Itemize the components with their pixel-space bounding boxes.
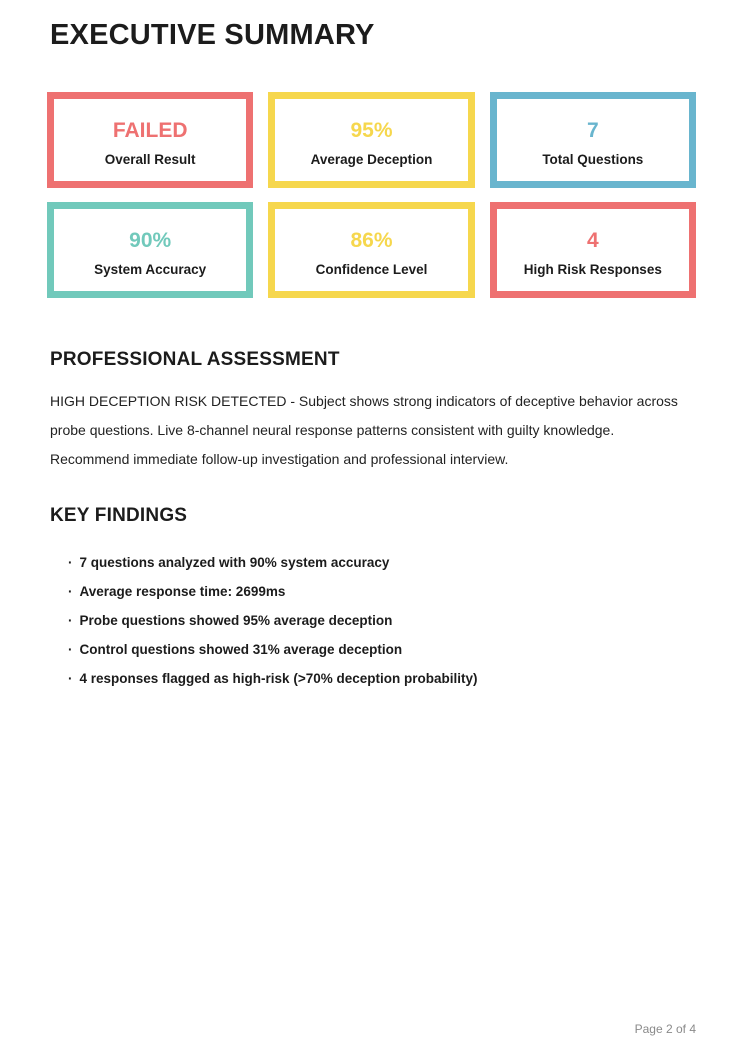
report-page (0, 18, 743, 693)
assessment-heading: PROFESSIONAL ASSESSMENT (50, 349, 340, 370)
metric-value: 4 (586, 229, 599, 252)
metric-card-overall-result (47, 92, 253, 188)
metric-label: Average Deception (310, 152, 433, 167)
metric-card-system-accuracy (47, 202, 253, 298)
assessment-body-text: HIGH DECEPTION RISK DETECTED - Subject shows strong indicators of deceptive behavior across probe questions. Live 8-channel neural response patterns consistent with guilty knowledge. Recommend immediate follow-up investigation and professional interview. (50, 393, 678, 467)
page-number: Page 2 of 4 (634, 1022, 696, 1036)
metric-label: Overall Result (104, 152, 196, 167)
metric-value: 86% (350, 229, 393, 252)
metric-label: System Accuracy (94, 262, 207, 277)
finding-item: · Average response time: 2699ms (68, 577, 696, 606)
metric-value: 95% (350, 119, 393, 142)
metric-value: 7 (586, 119, 599, 142)
metric-label: High Risk Responses (523, 262, 662, 277)
metric-label: Confidence Level (315, 262, 428, 277)
metric-card-total-questions (490, 92, 696, 188)
findings-list (50, 548, 696, 693)
metric-card-average-deception (268, 92, 474, 188)
metrics-grid (47, 92, 696, 298)
metric-label: Total Questions (542, 152, 644, 167)
findings-heading: KEY FINDINGS (50, 505, 188, 526)
metric-value: 90% (129, 229, 172, 252)
metric-value: FAILED (112, 119, 188, 142)
professional-assessment-section (47, 348, 696, 474)
finding-item: · Control questions showed 31% average deception (68, 635, 696, 664)
finding-item: · 4 responses flagged as high-risk (>70% deception probability) (68, 664, 696, 693)
page-title: EXECUTIVE SUMMARY (50, 19, 375, 51)
finding-item: · Probe questions showed 95% average deception (68, 606, 696, 635)
metric-card-confidence-level (268, 202, 474, 298)
metric-card-high-risk-responses (490, 202, 696, 298)
finding-item: · 7 questions analyzed with 90% system accuracy (68, 548, 696, 577)
key-findings-section (47, 504, 696, 693)
